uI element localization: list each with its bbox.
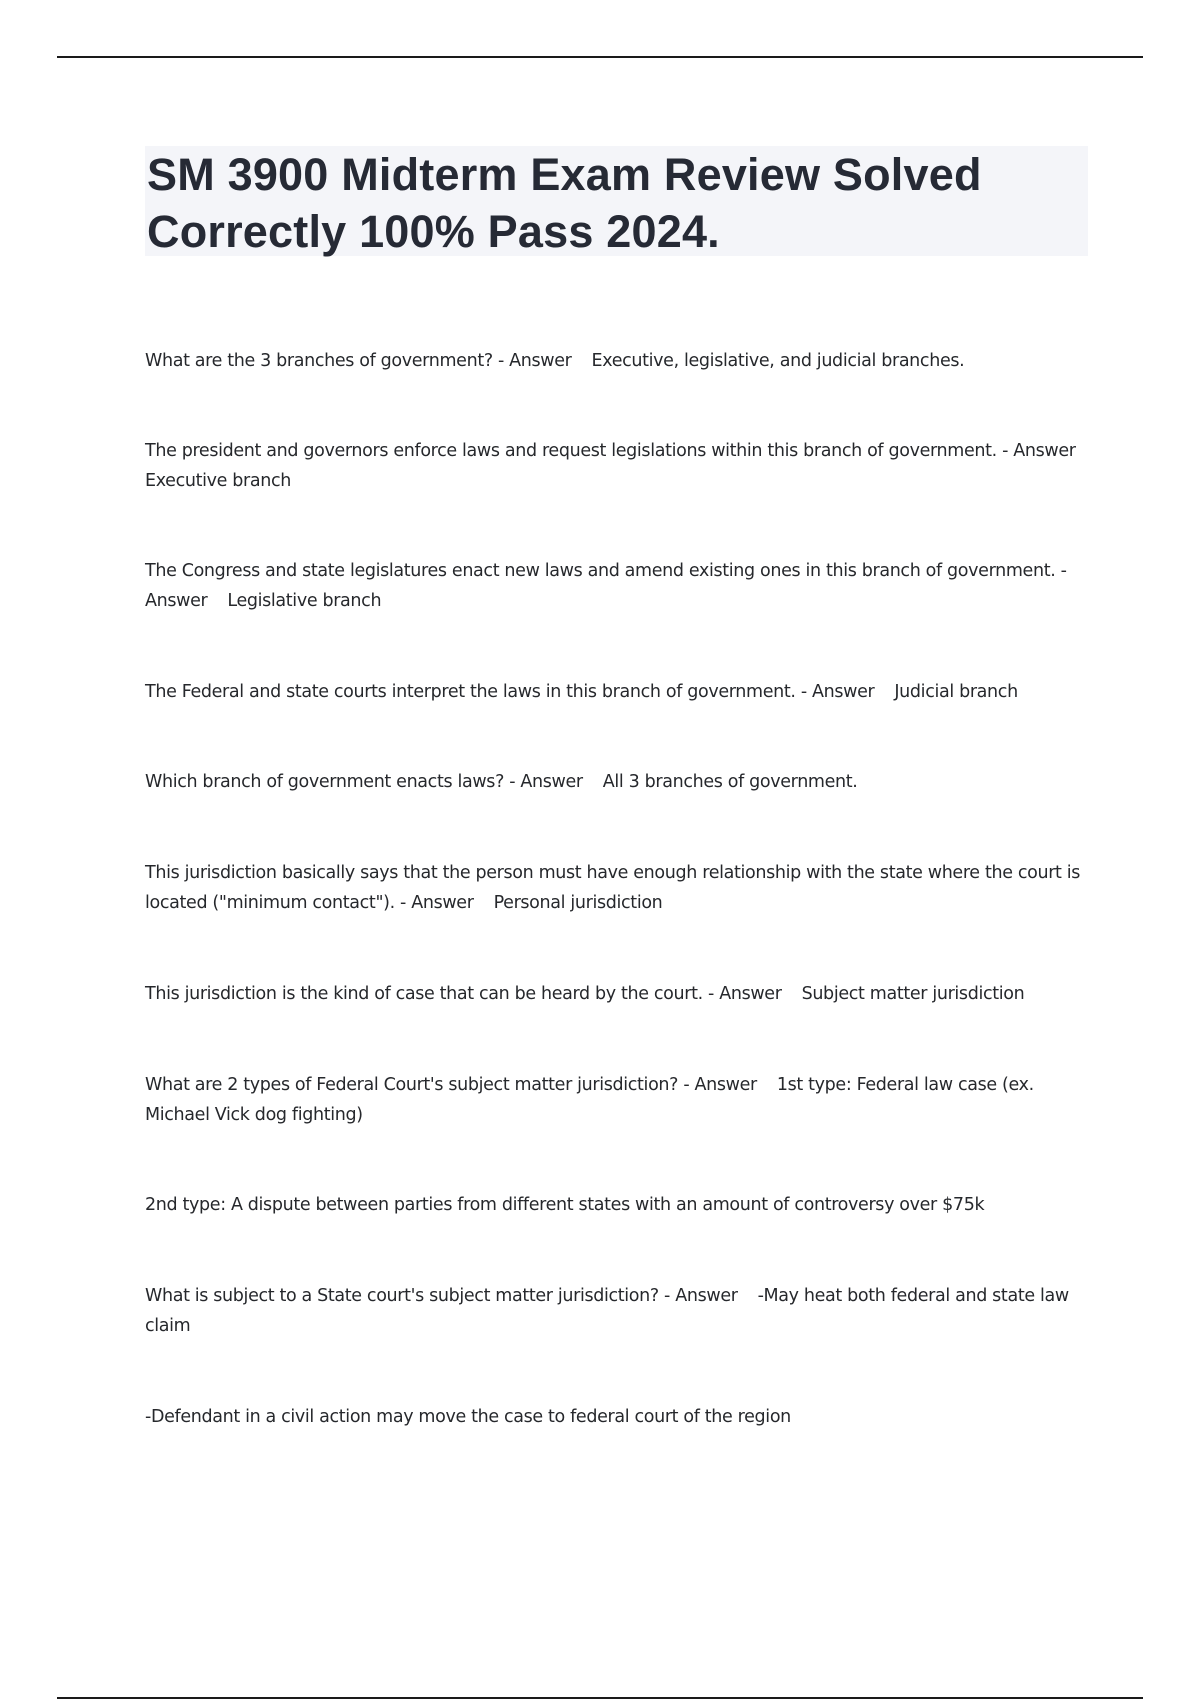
qa-item bbox=[145, 1402, 1100, 1432]
question-text: What are 2 types of Federal Court's subject matter jurisdiction? - Answer bbox=[145, 1075, 757, 1095]
answer-text: Judicial branch bbox=[894, 682, 1018, 702]
document-title: SM 3900 Midterm Exam Review Solved Correctly 100% Pass 2024. bbox=[147, 149, 982, 257]
title-banner bbox=[145, 146, 1088, 256]
answer-text: 1st type: Federal law case (ex. Michael Vick dog fighting) bbox=[145, 1075, 1034, 1125]
question-text: The Congress and state legislatures enact new laws and amend existing ones in this branch of government. - Answer bbox=[145, 561, 1067, 611]
qa-item bbox=[145, 556, 1100, 616]
answer-text: -May heat both federal and state law claim bbox=[145, 1286, 1069, 1336]
question-text: What is subject to a State court's subject matter jurisdiction? - Answer bbox=[145, 1286, 738, 1306]
qa-item bbox=[145, 1070, 1100, 1130]
qa-item bbox=[145, 1190, 1100, 1220]
answer-text: Subject matter jurisdiction bbox=[801, 984, 1025, 1004]
answer-text: Legislative branch bbox=[227, 591, 382, 611]
answer-text: Executive, legislative, and judicial branches. bbox=[591, 351, 965, 371]
top-rule bbox=[57, 56, 1143, 58]
question-text: This jurisdiction is the kind of case that can be heard by the court. - Answer bbox=[145, 984, 782, 1004]
question-text: The Federal and state courts interpret the laws in this branch of government. - Answer bbox=[145, 682, 875, 702]
qa-item bbox=[145, 436, 1100, 496]
answer-text: 2nd type: A dispute between parties from different states with an amount of controversy over $75k bbox=[145, 1195, 985, 1215]
qa-item bbox=[145, 677, 1100, 707]
question-text: What are the 3 branches of government? - Answer bbox=[145, 351, 572, 371]
bottom-rule bbox=[57, 1697, 1143, 1699]
qa-item bbox=[145, 346, 1100, 376]
qa-item bbox=[145, 979, 1100, 1009]
qa-item bbox=[145, 858, 1100, 918]
question-text: The president and governors enforce laws and request legislations within this branch of government. - Answer bbox=[145, 441, 1076, 461]
answer-text: Executive branch bbox=[145, 471, 291, 491]
qa-item bbox=[145, 767, 1100, 797]
question-text: This jurisdiction basically says that the person must have enough relationship with the state where the court is located ("minimum contact"). - Answer bbox=[145, 863, 1081, 913]
answer-text: All 3 branches of government. bbox=[602, 772, 858, 792]
answer-text: Personal jurisdiction bbox=[493, 893, 663, 913]
answer-text: -Defendant in a civil action may move the case to federal court of the region bbox=[145, 1407, 791, 1427]
qa-item bbox=[145, 1281, 1100, 1341]
question-text: Which branch of government enacts laws? - Answer bbox=[145, 772, 583, 792]
